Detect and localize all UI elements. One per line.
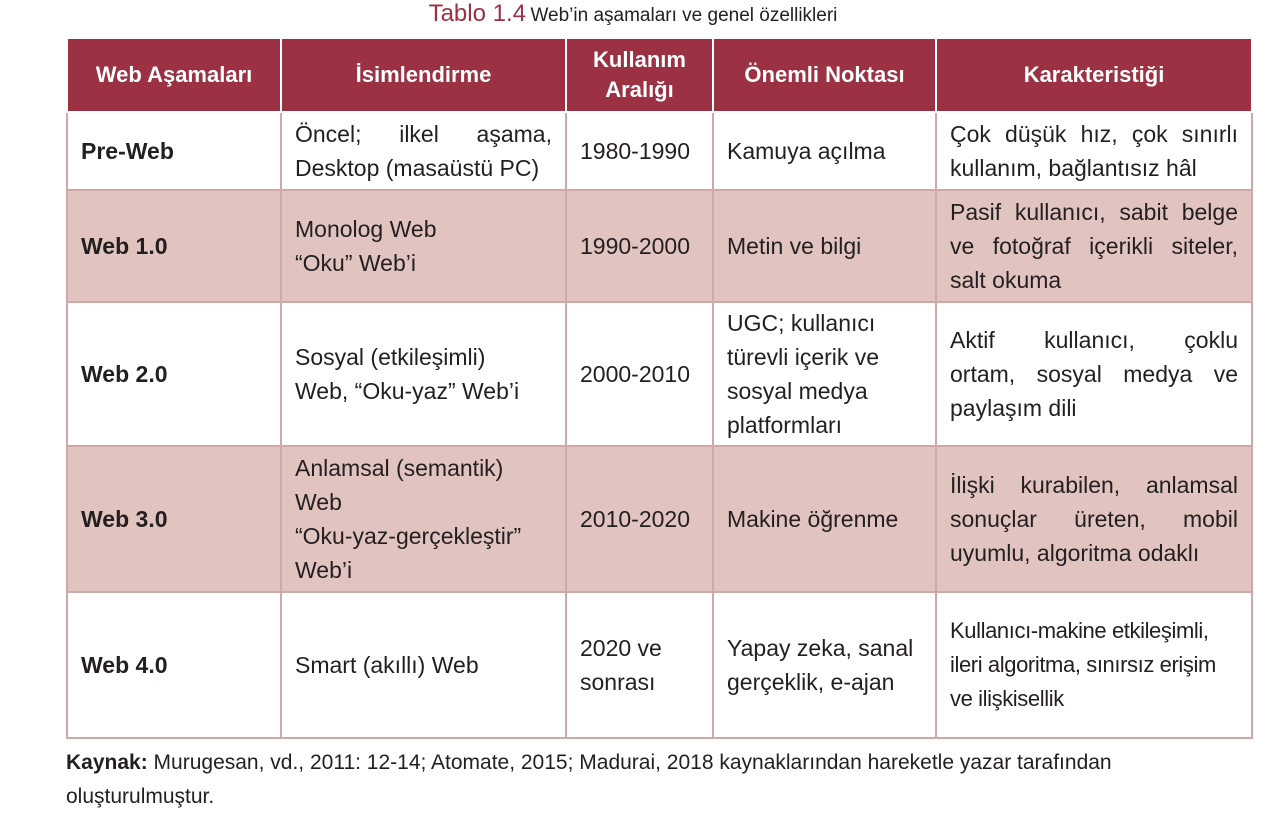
header-key-point: Önemli Noktası: [713, 38, 936, 112]
point-line: gerçeklik, e-ajan: [727, 669, 895, 695]
characteristic-line: ortam, sosyal medya ve: [950, 361, 1238, 387]
characteristic-line: ileri algoritma, sınırsız erişim: [950, 652, 1216, 677]
source-text: Murugesan, vd., 2011: 12-14; Atomate, 2015; Madurai, 2018 kaynaklarından hareketle yazar tarafından oluşturulmuştur.: [66, 751, 1112, 808]
range-cell: 2000-2010: [566, 302, 713, 446]
naming-cell: [281, 302, 566, 446]
point-cell: [713, 302, 936, 446]
naming-line: “Oku” Web’i: [295, 250, 416, 276]
caption-label: Tablo 1.4: [428, 0, 526, 27]
stage-cell: Web 2.0: [67, 302, 281, 446]
naming-cell: [281, 446, 566, 592]
characteristic-cell: [936, 112, 1252, 190]
header-usage-range-text: Kullanım Aralığı: [593, 47, 686, 102]
naming-line: “Oku-yaz-gerçekleştir”: [295, 523, 522, 549]
characteristic-cell: [936, 190, 1252, 302]
point-line: sosyal medya: [727, 378, 868, 404]
point-line: Yapay zeka, sanal: [727, 635, 914, 661]
characteristic-cell: [936, 302, 1252, 446]
naming-line: Sosyal (etkileşimli): [295, 344, 486, 370]
range-cell: 1990-2000: [566, 190, 713, 302]
point-cell: Metin ve bilgi: [713, 190, 936, 302]
point-cell: [713, 592, 936, 738]
naming-line: Desktop (masaüstü PC): [295, 155, 540, 181]
stage-cell: Web 3.0: [67, 446, 281, 592]
naming-line: Smart (akıllı) Web: [295, 652, 479, 678]
characteristic-line: sonuçlar üreten, mobil: [950, 506, 1238, 532]
stage-cell: Pre-Web: [67, 112, 281, 190]
range-cell: [566, 592, 713, 738]
header-usage-range: [566, 38, 713, 112]
characteristic-line: Pasif kullanıcı, sabit belge: [950, 199, 1238, 225]
caption-text: Web’in aşamaları ve genel özellikleri: [530, 5, 838, 26]
naming-cell: [281, 112, 566, 190]
table-caption: [0, 0, 1266, 30]
characteristic-line: kullanım, bağlantısız hâl: [950, 155, 1197, 181]
naming-line: Web’i: [295, 557, 353, 583]
point-line: türevli içerik ve: [727, 344, 880, 370]
characteristic-line: salt okuma: [950, 267, 1062, 293]
header-naming: İsimlendirme: [281, 38, 566, 112]
characteristic-cell: [936, 446, 1252, 592]
characteristic-line: İlişki kurabilen, anlamsal: [950, 472, 1238, 498]
naming-cell: [281, 190, 566, 302]
point-line: UGC; kullanıcı: [727, 310, 876, 336]
range-line: sonrası: [580, 669, 656, 695]
table-header-row: [67, 38, 1252, 112]
naming-line: Öncel; ilkel aşama,: [295, 121, 552, 147]
naming-cell: [281, 592, 566, 738]
characteristic-line: Çok düşük hız, çok sınırlı: [950, 121, 1238, 147]
table-row: [67, 592, 1252, 738]
table-row: [67, 446, 1252, 592]
source-label: Kaynak:: [66, 751, 148, 774]
naming-line: Anlamsal (semantik): [295, 455, 504, 481]
range-cell: 2010-2020: [566, 446, 713, 592]
header-characteristic: Karakteristiği: [936, 38, 1252, 112]
characteristic-line: Aktif kullanıcı, çoklu: [950, 327, 1238, 353]
range-cell: 1980-1990: [566, 112, 713, 190]
characteristic-cell: [936, 592, 1252, 738]
point-line: platformları: [727, 412, 843, 438]
table-row: [67, 302, 1252, 446]
table-row: [67, 112, 1252, 190]
header-web-stages: Web Aşamaları: [67, 38, 281, 112]
characteristic-line: Kullanıcı-makine etkileşimli,: [950, 618, 1209, 643]
characteristic-line: ve fotoğraf içerikli siteler,: [950, 233, 1238, 259]
characteristic-line: ve ilişkisellik: [950, 686, 1064, 711]
naming-line: Monolog Web: [295, 216, 437, 242]
naming-line: Web, “Oku-yaz” Web’i: [295, 378, 520, 404]
stage-cell: Web 1.0: [67, 190, 281, 302]
characteristic-line: paylaşım dili: [950, 395, 1077, 421]
naming-line: Web: [295, 489, 342, 515]
source-note: [66, 746, 1256, 814]
web-stages-table: [66, 37, 1253, 739]
stage-cell: Web 4.0: [67, 592, 281, 738]
point-cell: Makine öğrenme: [713, 446, 936, 592]
range-line: 2020 ve: [580, 635, 662, 661]
characteristic-line: uyumlu, algoritma odaklı: [950, 540, 1200, 566]
table-row: [67, 190, 1252, 302]
point-cell: Kamuya açılma: [713, 112, 936, 190]
